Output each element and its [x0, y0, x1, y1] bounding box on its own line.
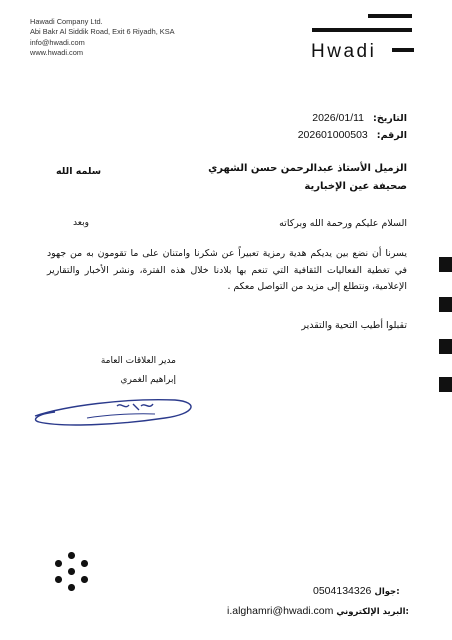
- company-address: Abi Bakr Al Siddik Road, Exit 6 Riyadh, KSA: [30, 27, 175, 37]
- greeting-baad: وبعد: [73, 218, 89, 228]
- recipient-org: صحيفة عين الإخبارية: [304, 181, 407, 192]
- recipient-name: الزميل الأستاذ عبدالرحمن حسن الشهري: [208, 163, 407, 174]
- recipient-salam: سلمه الله: [56, 166, 102, 177]
- emblem-dot: [81, 560, 88, 567]
- mobile-label: جوال:: [374, 587, 400, 597]
- emblem-dot: [68, 584, 75, 591]
- signer-name: إبراهيم الغمري: [120, 375, 176, 385]
- recipient-block: [208, 160, 407, 196]
- logo-wordmark: Hwadi: [311, 41, 377, 62]
- dots-emblem: [50, 548, 96, 594]
- logo-bar-bottom: [392, 48, 414, 52]
- company-name: Hawadi Company Ltd.: [30, 17, 103, 26]
- email-value: i.alghamri@hwadi.com: [227, 605, 334, 617]
- company-email: info@hwadi.com: [30, 37, 85, 47]
- body-paragraph: يسرنا أن نضع بين يديكم هدية رمزية تعبيراً عن شكرنا وامتنان على ما تقومون به من جهود في تغطية الفعاليات الثقافية التي تنعم بها بلادنا خلال هذه الفترة، ونشر الأخبار والتقارير الإعلامية، ونتطلع إلى مزيد من التواصل معكم .: [47, 248, 407, 292]
- company-logo: [306, 12, 426, 72]
- greeting-text: السلام عليكم ورحمة الله وبركاته: [279, 218, 407, 229]
- date-label: التاريخ:: [373, 113, 407, 124]
- ref-value: 202601000503: [297, 129, 368, 141]
- edge-marker: [439, 377, 452, 392]
- edge-marker: [439, 297, 452, 312]
- handwritten-signature: [25, 388, 200, 433]
- signer-block: [66, 352, 176, 390]
- date-row: [298, 110, 407, 127]
- emblem-dot: [68, 568, 75, 575]
- edge-marker: [439, 339, 452, 354]
- email-label: البريد الإلكتروني:: [336, 607, 409, 617]
- email-row: [227, 602, 409, 622]
- ref-label: الرقم:: [376, 130, 407, 141]
- emblem-dot: [81, 576, 88, 583]
- logo-bar-mid: [312, 28, 412, 32]
- contact-block: [227, 582, 409, 622]
- emblem-dot: [68, 552, 75, 559]
- company-website: www.hwadi.com: [30, 48, 83, 58]
- ref-row: [298, 127, 407, 144]
- signer-title: مدير العلاقات العامة: [100, 356, 176, 366]
- letter-meta: [298, 110, 407, 144]
- mobile-value: 0504134326: [313, 585, 372, 597]
- edge-marker: [439, 257, 452, 272]
- mobile-row: [313, 582, 409, 602]
- date-value: 2026/01/11: [312, 112, 365, 124]
- emblem-dot: [55, 560, 62, 567]
- closing-text: تقبلوا أطيب التحية والتقدير: [301, 320, 407, 331]
- emblem-dot: [55, 576, 62, 583]
- company-info: [30, 17, 175, 59]
- logo-bar-top: [368, 14, 412, 18]
